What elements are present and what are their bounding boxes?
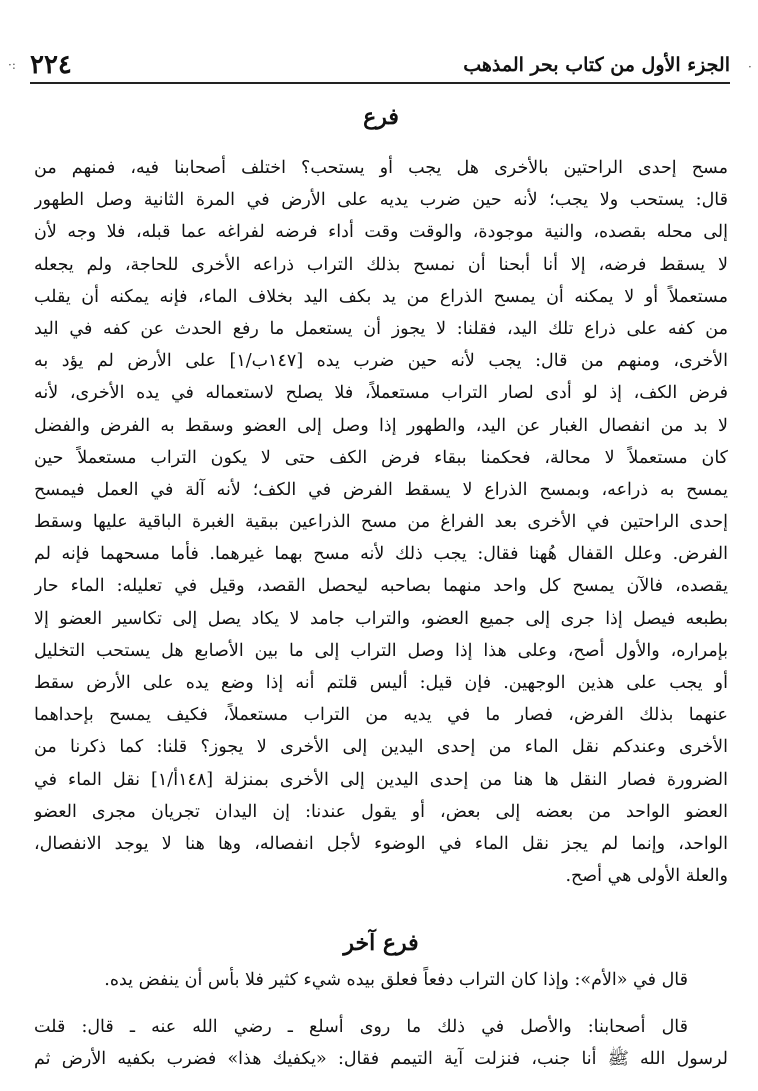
section-paragraph — [34, 152, 728, 892]
text-line: الواحد، وإنما لم يجز نقل الماء في الوضوء لأجل انفصاله، وها هنا لا يوجد الانفصال، — [34, 833, 728, 854]
text-line: مستعملاً أو لا يمكنه أن يمسح الذراع من يد بكف اليد بخلاف الماء، فإنه يمكنه أن يقلب — [34, 286, 728, 307]
text-line: قال أصحابنا: والأصل في ذلك ما روى أسلع ـ رضي الله عنه ـ قال: قلت — [34, 1016, 688, 1037]
page-body — [34, 96, 728, 1075]
text-line: العضو الواحد من بعضه إلى بعض، أو يقول عندنا: إن اليدان تجريان مجرى العضو — [34, 801, 728, 822]
page-number: ٢٢٤ — [30, 50, 72, 80]
text-line: يقصده، فالآن يمسح كل واحد منهما بصاحبه ليحصل القصد، وقيل في تعليله: الماء حار — [34, 576, 728, 597]
scan-margin-mark: ·: — [8, 58, 16, 72]
text-line: فرض الكف، إذ لو أدى لصار التراب مستعملاً، فلا يصلح لاستعماله في يده الأخرى، لأنه — [34, 383, 728, 404]
text-line: الفرض. وعلل القفال هُهنا فقال: يجب ذلك لأنه مسح بهما غيرهما. فأما مسحهما فإنه لم — [34, 544, 728, 565]
running-title: الجزء الأول من كتاب بحر المذهب — [463, 54, 730, 76]
text-line: لا يسقط فرضه، إلا أنا أبحنا أن نمسح بذلك التراب ذراعه الأخرى للحاجة، ولم يجعله — [34, 254, 728, 275]
section-heading: فرع آخر — [343, 930, 419, 957]
quoted-text-line: قال في «الأم»: وإذا كان التراب دفعاً فعلق بيده شيء كثير فلا بأس أن ينفض يده. — [104, 970, 688, 991]
page-header — [30, 46, 730, 84]
text-line: عنهما بذلك الفرض، فصار ما في يديه من التراب مستعملاً، فكيف يمسح بإحداهما — [34, 705, 728, 726]
text-line: لرسول الله ﷺ أنا جنب، فنزلت آية التيمم فقال: «يكفيك هذا» فضرب بكفيه الأرض ثم — [34, 1048, 728, 1069]
section-heading: فرع — [363, 104, 399, 130]
scan-margin-mark: · — [748, 60, 752, 74]
text-line: بطبعه فيصل إذا جرى إلى جميع العضو، والتراب جامد لا يكاد يصل إلى تكاسير العضو إلا — [34, 608, 728, 629]
text-line: الأخرى وعندكم نقل الماء من إحدى اليدين إلى الأخرى لا يجوز؟ قلنا: كما ذكرنا من — [34, 737, 728, 758]
section-paragraph — [34, 1011, 728, 1075]
text-line: بإمراره، والأول أصح، وعلى هذا إذا وصل التراب إلى ما بين الأصابع هل يستحب التخليل — [34, 640, 728, 661]
text-line: الضرورة فصار النقل ها هنا من إحدى اليدين إلى الأخرى بمنزلة [١٤٨أ/١] نقل الماء في — [34, 769, 728, 790]
text-line: إحدى الراحتين في الأخرى بعد الفراغ من مسح الذراعين ببقية الغبرة الباقية عليها وسقط — [34, 512, 728, 533]
text-line: من كفه على ذراع تلك اليد، فقلنا: لا يجوز أن يستعمل ما رفع الحدث عن كفه في اليد — [34, 318, 728, 339]
text-line: مسح إحدى الراحتين بالأخرى هل يجب أو يستحب؟ اختلف أصحابنا فيه، فمنهم من — [34, 158, 728, 178]
text-line: أو يجب على هذين الوجهين. فإن قيل: أليس قلتم أنه إذا وضع يده على الأرض سقط — [34, 673, 728, 693]
text-line: قال: يستحب ولا يجب؛ لأنه حين ضرب يديه على الأرض في المرة الثانية وصل الطهور — [34, 190, 728, 211]
text-line: والعلة الأولى هي أصح. — [565, 866, 728, 887]
text-line: إلى محله بقصده، والنية موجودة، والوقت وقت أداء فرضه لفراغه عما قبله، فلا وجه لأن — [34, 222, 728, 243]
text-line: الأخرى، ومنهم من قال: يجب لأنه حين ضرب يده [١٤٧ب/١] على الأرض لم يؤد به — [34, 351, 728, 372]
text-line: كان مستعملاً لا محالة، فحكمنا ببقاء فرض الكف حتى لا يكون التراب مستعملاً حين — [34, 447, 728, 468]
text-line: يمسح به ذراعه، وبمسح الذراع لا يسقط الفرض في الكف؛ لأنه آلة في العمل فيمسح — [34, 479, 728, 500]
text-line: لا بد من انفصال الغبار عن اليد، والطهور إذا وصل إلى العضو وسقط به الفرض والفضل — [34, 415, 728, 436]
